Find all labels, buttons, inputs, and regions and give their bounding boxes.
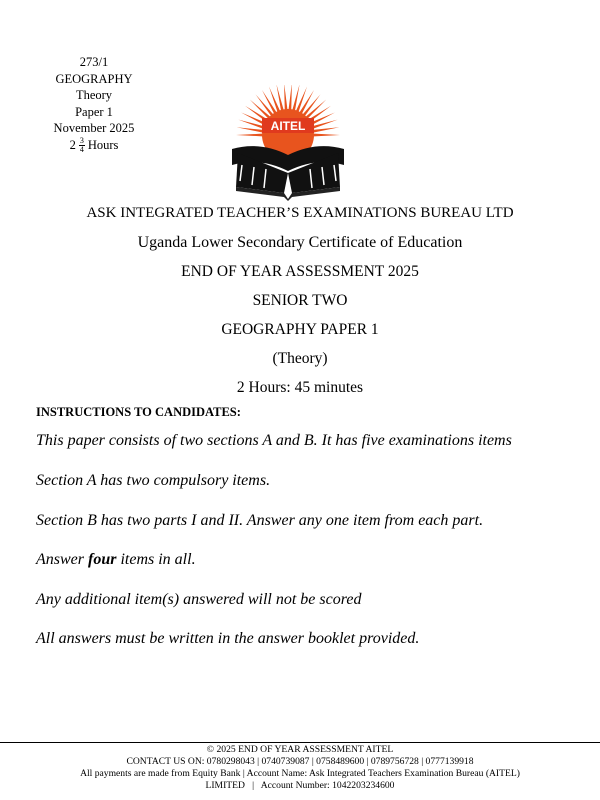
assessment-title: END OF YEAR ASSESSMENT 2025: [181, 263, 419, 280]
certificate-name: Uganda Lower Secondary Certificate of Education: [137, 234, 463, 251]
logo-ray: [269, 87, 281, 114]
footer: [0, 744, 600, 792]
instruction-item: Section A has two compulsory items.: [36, 472, 271, 489]
footer-divider: [0, 742, 600, 743]
instruction-item: This paper consists of two sections A and B. It has five examinations items: [36, 432, 512, 449]
answer-count: four: [88, 551, 117, 568]
bureau-name: ASK INTEGRATED TEACHER’S EXAMINATIONS BUREAU LTD: [86, 205, 514, 221]
logo-ray: [284, 85, 288, 111]
duration-line: 2 Hours: 45 minutes: [236, 379, 364, 396]
paper-info-block: [40, 54, 148, 154]
logo-ray: [312, 134, 340, 137]
duration-unit: Hours: [87, 137, 119, 152]
paper-subject: GEOGRAPHY: [55, 71, 133, 86]
duration-numerator: 3: [79, 135, 84, 145]
instructions-heading: INSTRUCTIONS TO CANDIDATES:: [36, 405, 241, 419]
logo-text: AITEL: [270, 119, 306, 133]
logo-ray: [295, 87, 307, 114]
logo-ray: [311, 127, 339, 133]
logo-ray: [237, 127, 265, 133]
footer-contact: CONTACT US ON: 0780298043 | 0740739087 | 0758489600 | 0789756728 | 0777139918: [126, 756, 474, 767]
class-level: SENIOR TWO: [252, 292, 348, 309]
footer-payments: All payments are made from Equity Bank | Account Name: Ask Integrated Teachers Examination Bureau (AITEL): [80, 768, 520, 779]
logo-ray: [288, 85, 292, 111]
paper-number: Paper 1: [75, 104, 113, 119]
paper-duration: [70, 137, 119, 154]
instruction-item: Any additional item(s) answered will not be scored: [36, 591, 362, 608]
instruction-item-answer-count: [36, 551, 196, 569]
answer-suffix: items in all.: [116, 551, 196, 568]
paper-type-line: (Theory): [272, 350, 328, 367]
instruction-item: All answers must be written in the answer booklet provided.: [36, 630, 420, 647]
duration-whole: 2: [69, 137, 76, 152]
answer-prefix: Answer: [36, 551, 88, 568]
duration-denominator: 4: [79, 144, 84, 154]
instruction-item: Section B has two parts I and II. Answer any one item from each part.: [36, 512, 484, 529]
logo-ray: [236, 134, 264, 137]
paper-type: Theory: [75, 88, 113, 102]
paper-code: 273/1: [79, 55, 109, 69]
subject-paper: GEOGRAPHY PAPER 1: [221, 321, 379, 338]
paper-date: November 2025: [53, 121, 135, 135]
footer-copyright: © 2025 END OF YEAR ASSESSMENT AITEL: [206, 744, 394, 755]
aitel-logo: [228, 85, 348, 201]
footer-account: LIMITED | Account Number: 1042203234600: [205, 780, 395, 791]
duration-fraction: [79, 137, 85, 154]
